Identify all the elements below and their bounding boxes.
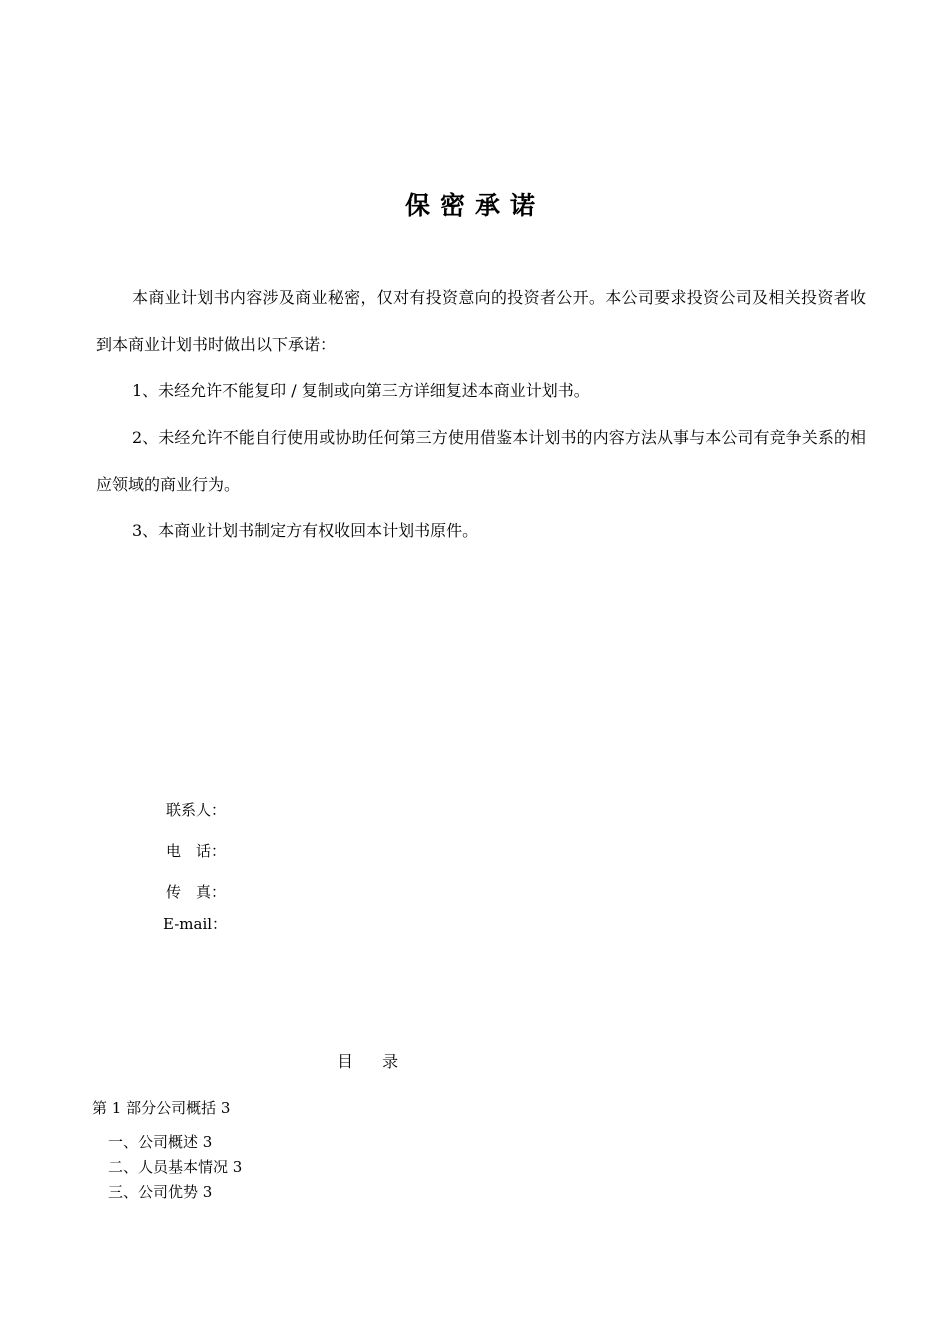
promise-item-2: 2、未经允许不能自行使用或协助任何第三方使用借鉴本计划书的内容方法从事与本公司有竞争关系的相应领域的商业行为。 — [96, 428, 866, 494]
document-title: 保密承诺 — [404, 191, 545, 220]
toc-item: 一、公司概述 3 — [108, 1133, 213, 1151]
promise-item-1: 1、未经允许不能复印 / 复制或向第三方详细复述本商业计划书。 — [132, 381, 590, 400]
contact-email-label: E-mail： — [163, 915, 228, 933]
toc-item: 三、公司优势 3 — [108, 1183, 213, 1201]
toc-part-1: 第 1 部分公司概括 3 — [92, 1099, 231, 1117]
contact-phone-label: 电 话： — [166, 842, 227, 860]
promise-item-3: 3、本商业计划书制定方有权收回本计划书原件。 — [132, 521, 479, 540]
contact-person-label: 联系人： — [166, 801, 227, 819]
contact-fax-label: 传 真： — [166, 883, 227, 901]
intro-paragraph: 本商业计划书内容涉及商业秘密，仅对有投资意向的投资者公开。本公司要求投资公司及相关投资者收到本商业计划书时做出以下承诺： — [96, 288, 866, 354]
toc-item: 二、人员基本情况 3 — [108, 1158, 243, 1176]
toc-title: 目 录 — [337, 1052, 399, 1071]
